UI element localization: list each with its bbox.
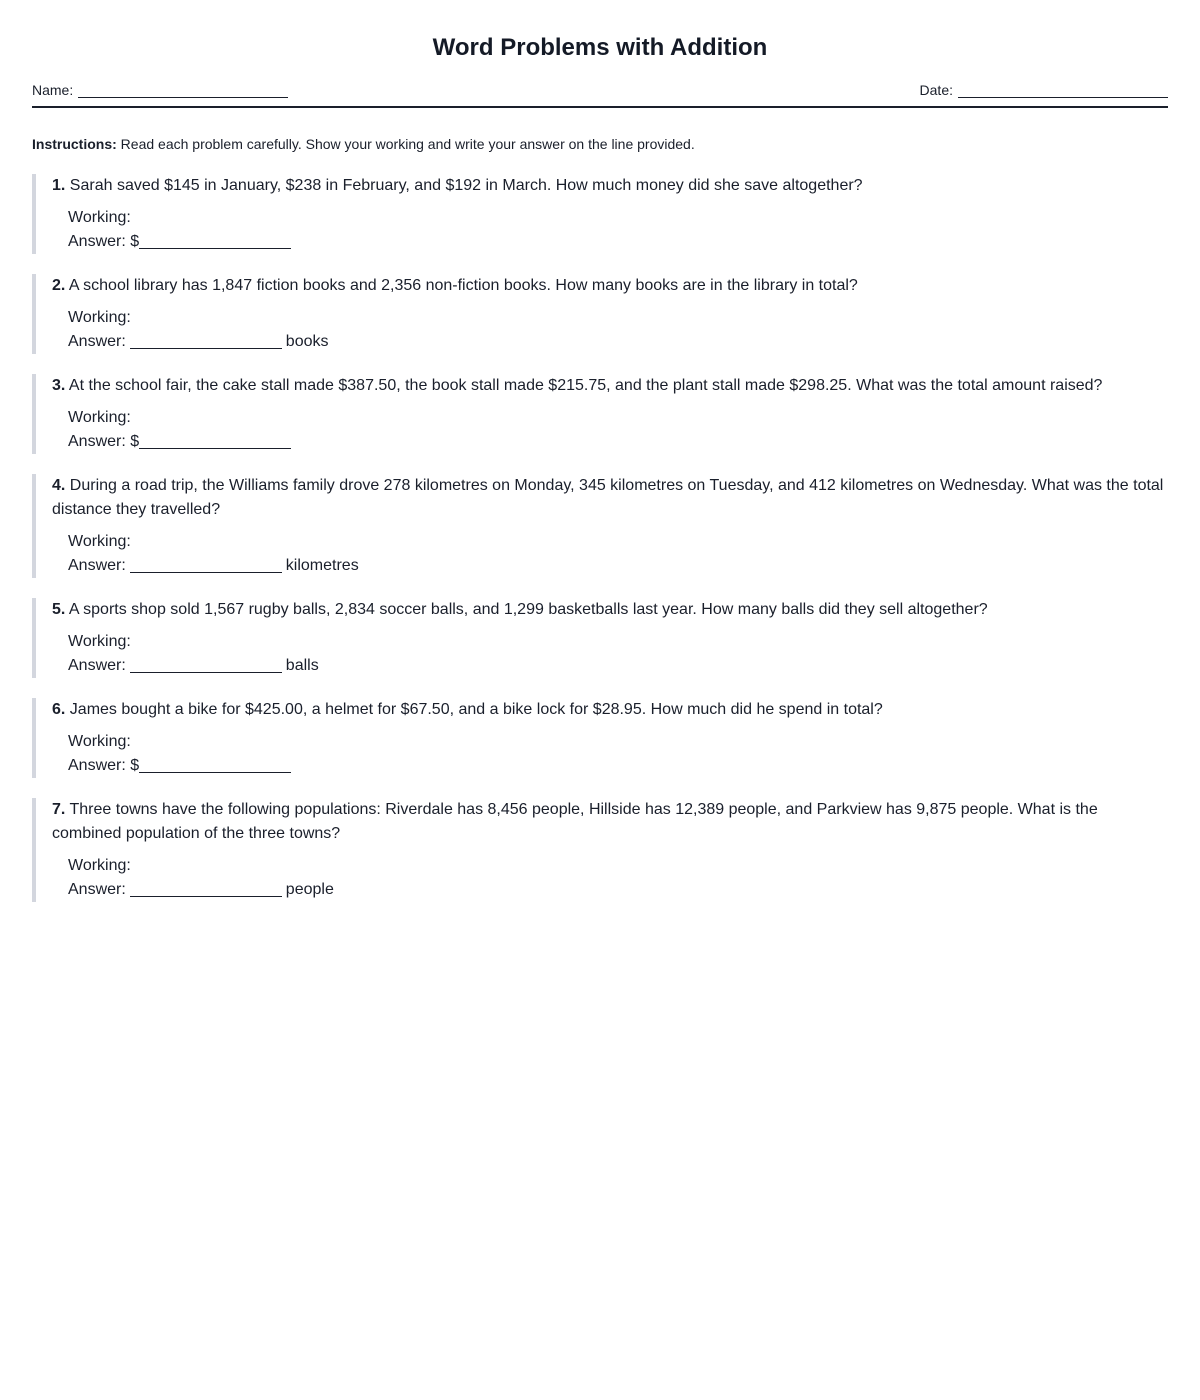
problem-number: 6. [52, 701, 66, 718]
problem-item [32, 174, 1168, 254]
worksheet-page [32, 0, 1168, 922]
answer-row [52, 654, 1168, 678]
answer-row [52, 430, 1168, 454]
problem-number: 5. [52, 601, 66, 618]
answer-prefix: $ [130, 233, 140, 250]
answer-row [52, 554, 1168, 578]
problem-text: A school library has 1,847 fiction books and 2,356 non-fiction books. How many books are in the library in total? [68, 277, 858, 294]
name-field [32, 82, 288, 98]
answer-label: Answer: [68, 881, 126, 898]
problem-text: Three towns have the following populations: Riverdale has 8,456 people, Hillside has 12,389 people, and Parkview has 9,875 people. What is the combined population of the three towns? [52, 801, 1098, 842]
problem-text: Sarah saved $145 in January, $238 in February, and $192 in March. How much money did she save altogether? [69, 177, 863, 194]
problem-text: A sports shop sold 1,567 rugby balls, 2,834 soccer balls, and 1,299 basketballs last year. How many balls did they sell altogether? [68, 601, 988, 618]
problem-question [52, 374, 1168, 398]
problem-item [32, 798, 1168, 902]
problem-question [52, 274, 1168, 298]
working-label: Working: [68, 633, 131, 650]
answer-write-line[interactable] [130, 655, 282, 673]
problem-question [52, 798, 1168, 846]
instructions-text: Read each problem carefully. Show your working and write your answer on the line provided. [120, 136, 695, 152]
problem-question [52, 174, 1168, 198]
working-label: Working: [68, 857, 131, 874]
problem-number: 1. [52, 177, 66, 194]
answer-label: Answer: [68, 333, 126, 350]
problem-question [52, 698, 1168, 722]
problem-number: 4. [52, 477, 66, 494]
working-label: Working: [68, 733, 131, 750]
answer-unit: books [285, 333, 329, 350]
answer-prefix: $ [130, 433, 140, 450]
answer-write-line[interactable] [139, 431, 291, 449]
problem-item [32, 274, 1168, 354]
date-field [920, 82, 1168, 98]
problem-text: During a road trip, the Williams family drove 278 kilometres on Monday, 345 kilometres on Tuesday, and 412 kilometres on Wednesday. What was the total distance they travelled? [52, 477, 1164, 518]
problem-list [32, 174, 1168, 902]
problem-number: 2. [52, 277, 66, 294]
name-label: Name: [32, 82, 74, 98]
answer-unit: kilometres [285, 557, 359, 574]
problem-question [52, 598, 1168, 622]
answer-label: Answer: [68, 433, 126, 450]
working-label: Working: [68, 409, 131, 426]
problem-item [32, 598, 1168, 678]
instructions-heading: Instructions: [32, 136, 117, 152]
answer-unit: people [285, 881, 334, 898]
date-label: Date: [919, 82, 953, 98]
working-label: Working: [68, 209, 131, 226]
answer-write-line[interactable] [139, 755, 291, 773]
answer-label: Answer: [68, 557, 126, 574]
instructions [32, 136, 1168, 152]
page-title: Word Problems with Addition [432, 34, 768, 61]
problem-text: James bought a bike for $425.00, a helmet for $67.50, and a bike lock for $28.95. How much did he spend in total? [69, 701, 883, 718]
problem-item [32, 374, 1168, 454]
name-write-line[interactable] [78, 83, 288, 98]
answer-prefix: $ [130, 757, 140, 774]
working-label: Working: [68, 309, 131, 326]
answer-row [52, 878, 1168, 902]
problem-text: At the school fair, the cake stall made $387.50, the book stall made $215.75, and the plant stall made $298.25. What was the total amount raised? [68, 377, 1103, 394]
date-write-line[interactable] [958, 83, 1168, 98]
answer-label: Answer: [68, 757, 126, 774]
answer-row [52, 330, 1168, 354]
answer-label: Answer: [68, 657, 126, 674]
worksheet-header [32, 80, 1168, 108]
problem-question [52, 474, 1168, 522]
working-label: Working: [68, 533, 131, 550]
answer-write-line[interactable] [130, 555, 282, 573]
answer-row [52, 230, 1168, 254]
answer-unit: balls [285, 657, 319, 674]
problem-item [32, 698, 1168, 778]
problem-number: 3. [52, 377, 66, 394]
answer-write-line[interactable] [130, 331, 282, 349]
answer-row [52, 754, 1168, 778]
problem-number: 7. [52, 801, 66, 818]
problem-item [32, 474, 1168, 578]
answer-write-line[interactable] [139, 231, 291, 249]
answer-write-line[interactable] [130, 879, 282, 897]
answer-label: Answer: [68, 233, 126, 250]
